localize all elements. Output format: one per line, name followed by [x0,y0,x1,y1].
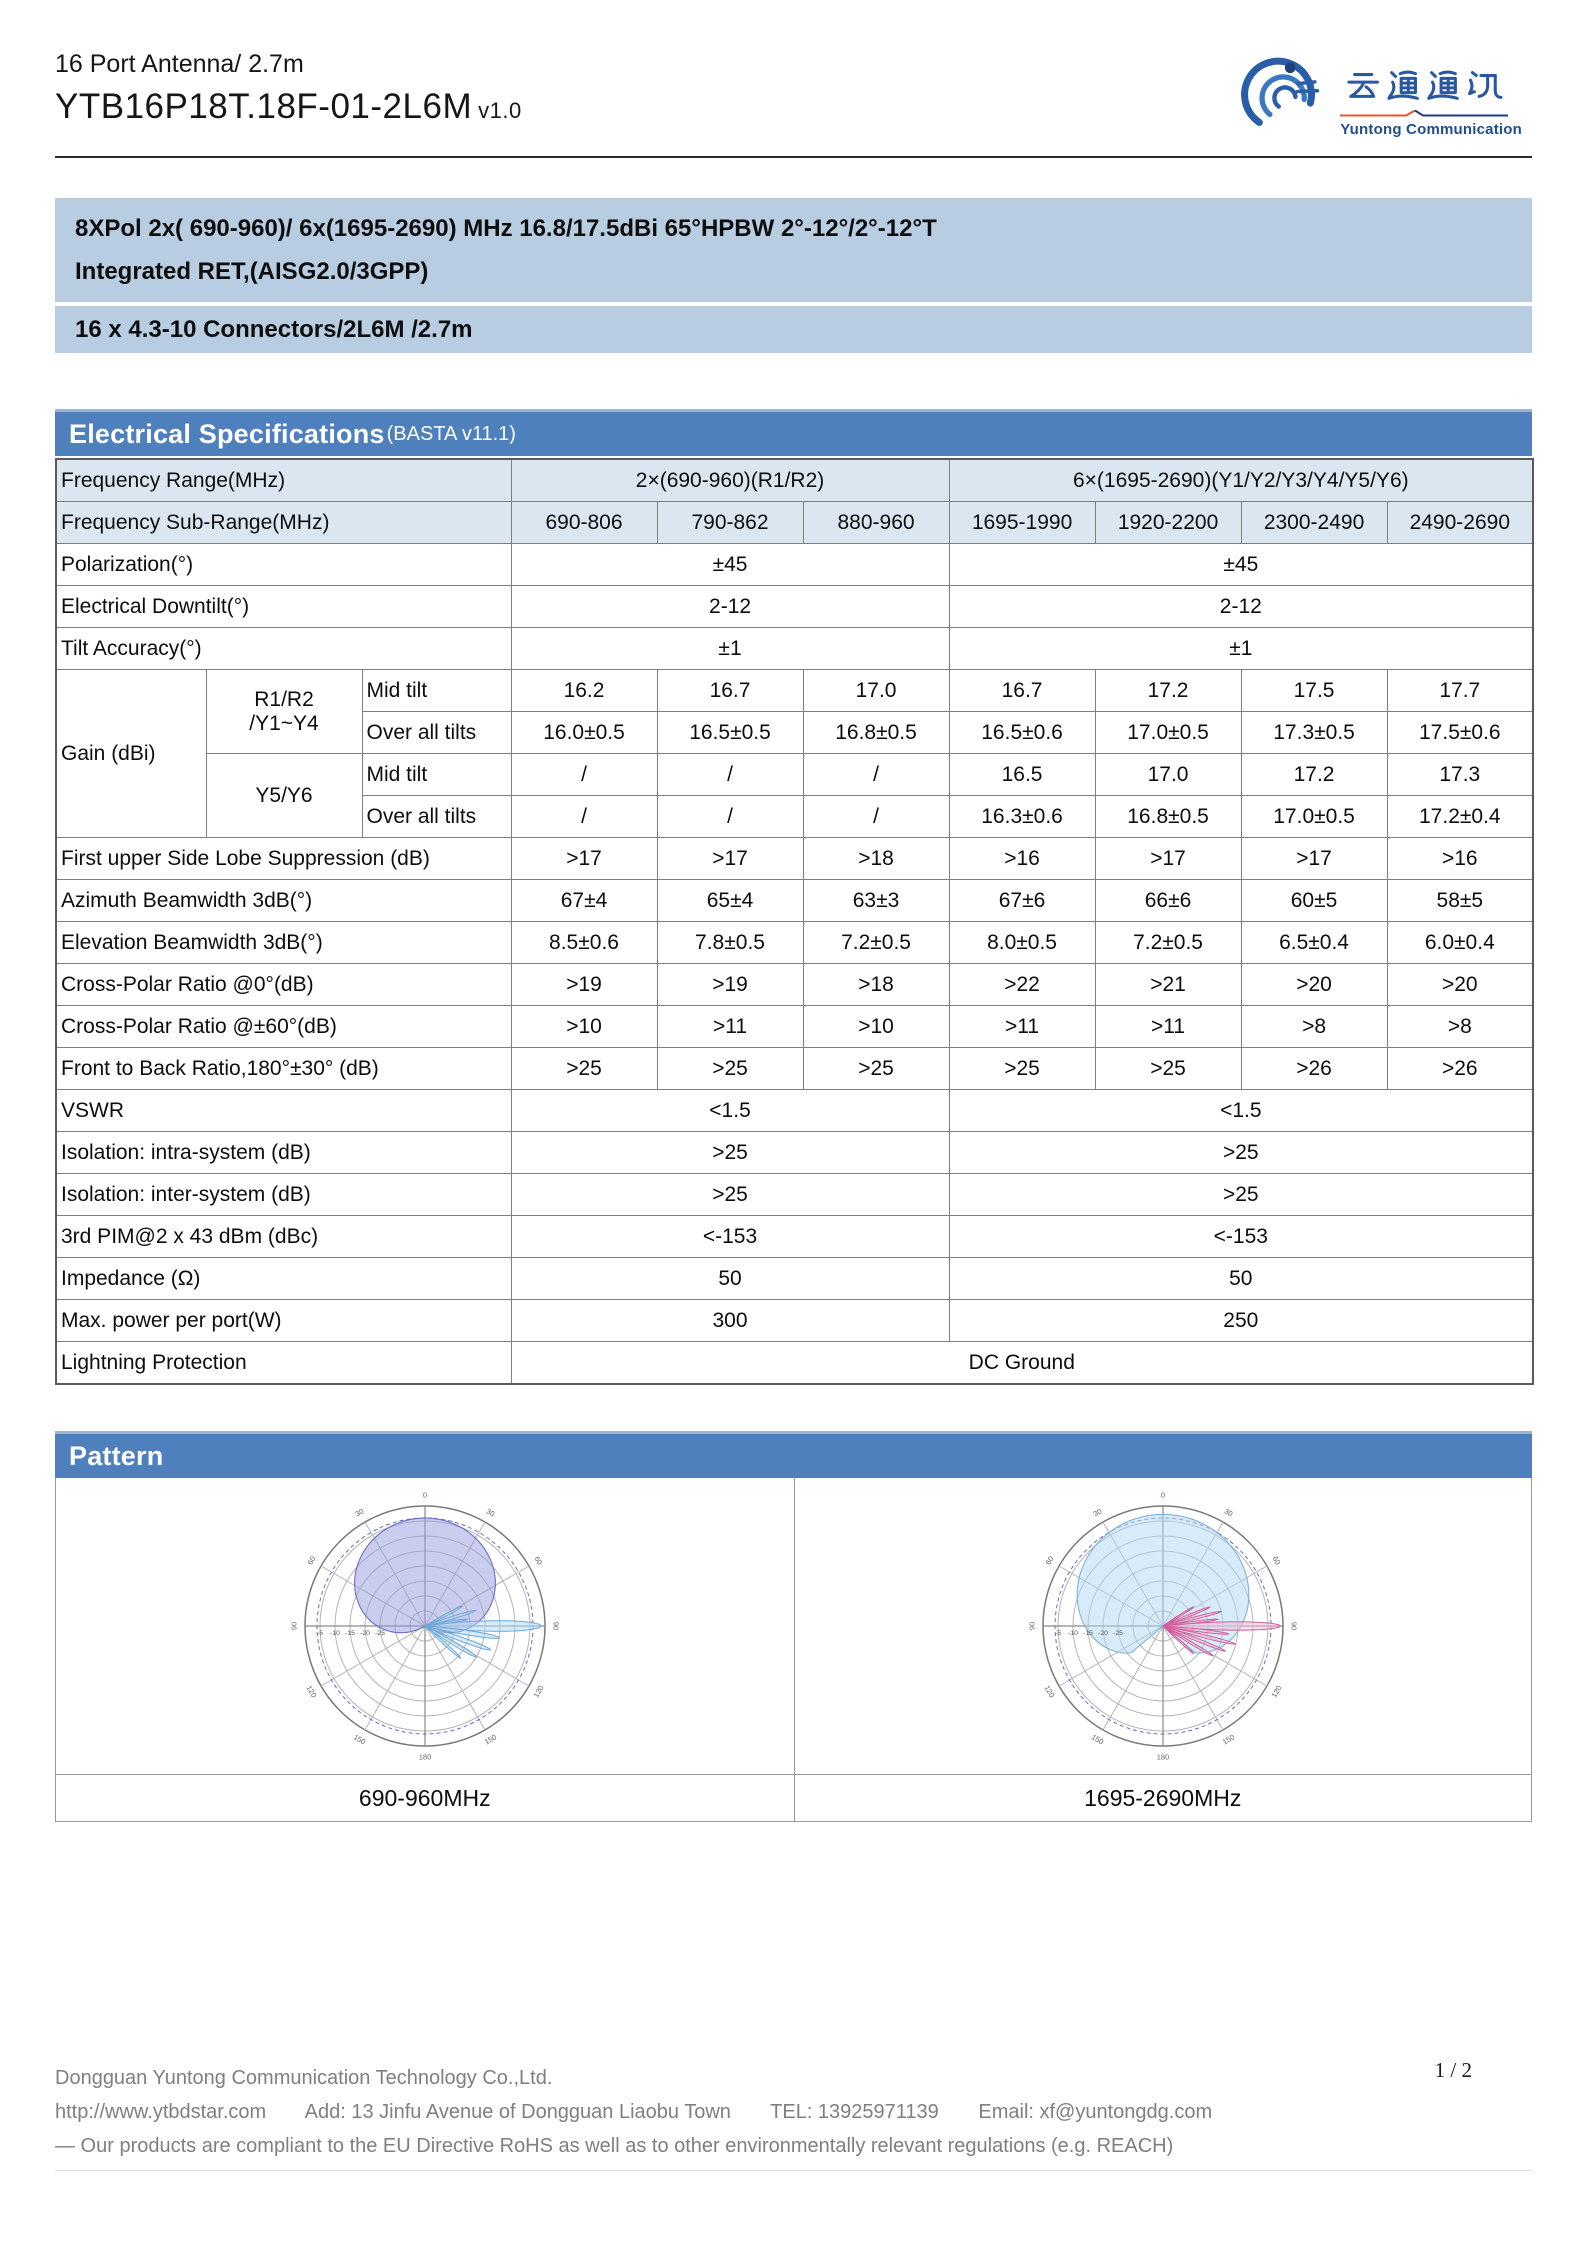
spec-cell: / [511,754,657,796]
page-footer [55,2056,1532,2171]
spec-cell: 16.7 [949,670,1095,712]
spec-cell: / [657,796,803,838]
spec-cell: 7.2±0.5 [1095,922,1241,964]
spec-cell: >17 [1241,838,1387,880]
summary-box-2: 16 x 4.3-10 Connectors/2L6M /2.7m [55,306,1532,353]
logo-text-block [1340,52,1522,138]
spec-cell: 17.5 [1241,670,1387,712]
spec-cell: 65±4 [657,880,803,922]
product-summary [55,198,1532,353]
spec-cell: >22 [949,964,1095,1006]
spec-cell: >26 [1241,1048,1387,1090]
spec-row-label: Max. power per port(W) [56,1300,511,1342]
spec-cell: ±45 [949,544,1533,586]
svg-text:90: 90 [1289,1621,1299,1631]
svg-text:30: 30 [353,1506,366,1519]
spec-cell: >25 [1095,1048,1241,1090]
svg-text:-5: -5 [1054,1630,1061,1637]
spec-cell: 16.2 [511,670,657,712]
version-text: v1.0 [478,98,522,123]
spec-cell: ±1 [511,628,949,670]
summary-line-2: Integrated RET,(AISG2.0/3GPP) [75,258,429,285]
spec-cell: 1695-1990 [949,502,1095,544]
header [55,50,1532,140]
summary-box-1 [55,198,1532,302]
spec-row-label: Elevation Beamwidth 3dB(°) [56,922,511,964]
svg-text:120: 120 [1269,1683,1284,1700]
spec-cell: >26 [1387,1048,1533,1090]
spec-cell: >21 [1095,964,1241,1006]
table-row [56,1300,1533,1342]
spec-cell: 50 [511,1258,949,1300]
spec-cell: 1920-2200 [1095,502,1241,544]
spec-cell: 7.8±0.5 [657,922,803,964]
svg-text:-25: -25 [374,1630,385,1637]
polar-chart-690-960 [264,1482,586,1770]
page-number: 1 / 2 [1434,2058,1472,2082]
spec-cell: >17 [511,838,657,880]
table-row [56,670,1533,712]
svg-text:30: 30 [1222,1506,1235,1519]
spec-cell: >25 [949,1174,1533,1216]
svg-text:150: 150 [482,1732,498,1747]
footer-tel: TEL: 13925971139 [770,2101,939,2123]
gain-group-label: Y5/Y6 [206,754,362,838]
company-logo [1238,52,1522,140]
footer-email: Email: xf@yuntongdg.com [978,2101,1213,2123]
spec-cell: >19 [511,964,657,1006]
spec-cell: / [511,796,657,838]
spec-row-label: Polarization(°) [56,544,511,586]
svg-text:120: 120 [531,1683,546,1700]
spec-cell: 7.2±0.5 [803,922,949,964]
spec-row-label: VSWR [56,1090,511,1132]
table-row [56,544,1533,586]
svg-text:30: 30 [1091,1506,1104,1519]
spec-row-label: Electrical Downtilt(°) [56,586,511,628]
table-row [56,1174,1533,1216]
spec-cell: 60±5 [1241,880,1387,922]
spec-cell: <-153 [949,1216,1533,1258]
svg-text:150: 150 [1089,1732,1105,1747]
spec-cell: 16.8±0.5 [1095,796,1241,838]
svg-text:180: 180 [1156,1752,1170,1762]
svg-text:180: 180 [418,1752,432,1762]
spec-cell: 16.5 [949,754,1095,796]
header-divider [55,156,1532,158]
spec-row-label: Isolation: intra-system (dB) [56,1132,511,1174]
section-subtitle: (BASTA v11.1) [386,422,516,445]
spec-cell: >11 [1095,1006,1241,1048]
spec-cell: / [657,754,803,796]
spec-cell: 17.3±0.5 [1241,712,1387,754]
spec-cell: 8.0±0.5 [949,922,1095,964]
spec-cell: >25 [949,1132,1533,1174]
spec-cell: >18 [803,964,949,1006]
svg-text:90: 90 [551,1621,561,1631]
spec-cell: ±45 [511,544,949,586]
svg-text:-10: -10 [329,1630,340,1637]
electrical-specifications-table [55,458,1534,1385]
spec-cell: >16 [949,838,1095,880]
svg-text:0: 0 [1160,1490,1165,1500]
electrical-specifications-section [55,409,1532,1385]
spec-row-label: Frequency Sub-Range(MHz) [56,502,511,544]
spec-cell: 17.2±0.4 [1387,796,1533,838]
spec-row-label: Frequency Range(MHz) [56,459,511,502]
spec-cell: 250 [949,1300,1533,1342]
spec-row-label: Front to Back Ratio,180°±30° (dB) [56,1048,511,1090]
spec-cell: >8 [1387,1006,1533,1048]
table-row [56,502,1533,544]
logo-swirl-icon [1238,52,1330,140]
summary-line-1: 8XPol 2x( 690-960)/ 6x(1695-2690) MHz 16.8/17.5dBi 65°HPBW 2°-12°/2°-12°T [75,215,937,242]
spec-cell: / [803,796,949,838]
svg-text:60: 60 [1270,1554,1283,1567]
spec-cell: 16.5±0.5 [657,712,803,754]
spec-cell: 17.2 [1095,670,1241,712]
footer-contact [55,2101,1532,2124]
spec-cell: 6.0±0.4 [1387,922,1533,964]
spec-cell: >19 [657,964,803,1006]
spec-cell: >10 [511,1006,657,1048]
table-row [56,838,1533,880]
section-title: Electrical Specifications [69,418,385,449]
logo-underline-accent [1340,109,1508,118]
table-row [56,1048,1533,1090]
pattern-title: Pattern [69,1440,164,1471]
table-row [56,1342,1533,1385]
spec-cell: / [803,754,949,796]
spec-cell: 2-12 [949,586,1533,628]
spec-cell: 6.5±0.4 [1241,922,1387,964]
spec-cell: ±1 [949,628,1533,670]
polar-chart-1695-2690 [1002,1482,1324,1770]
spec-cell: 66±6 [1095,880,1241,922]
svg-text:120: 120 [304,1683,319,1700]
table-row [56,964,1533,1006]
spec-cell: 790-862 [657,502,803,544]
gain-label: Gain (dBi) [56,670,206,838]
svg-text:30: 30 [484,1506,497,1519]
polar-chart-cell-high-band [794,1478,1532,1774]
footer-website: http://www.ytbdstar.com [55,2101,267,2123]
svg-text:60: 60 [1043,1554,1056,1567]
spec-cell: 16.0±0.5 [511,712,657,754]
svg-text:90: 90 [1027,1621,1037,1631]
spec-cell: 63±3 [803,880,949,922]
spec-cell: DC Ground [511,1342,1533,1385]
spec-cell: >25 [949,1048,1095,1090]
spec-row-label: Impedance (Ω) [56,1258,511,1300]
svg-text:120: 120 [1042,1683,1057,1700]
chart-caption-low-band: 690-960MHz [56,1774,794,1821]
svg-text:-15: -15 [1082,1630,1093,1637]
logo-chinese-text [1340,66,1508,104]
spec-cell: <1.5 [511,1090,949,1132]
product-line: 16 Port Antenna/ 2.7m [55,50,304,78]
spec-cell: >25 [657,1048,803,1090]
table-row [56,922,1533,964]
spec-cell: >17 [1095,838,1241,880]
svg-text:150: 150 [351,1732,367,1747]
electrical-specifications-header [55,409,1532,456]
spec-cell: 2×(690-960)(R1/R2) [511,459,949,502]
spec-cell: >17 [657,838,803,880]
spec-cell: >11 [949,1006,1095,1048]
table-row [56,1090,1533,1132]
spec-cell: 2490-2690 [1387,502,1533,544]
spec-cell: 67±4 [511,880,657,922]
table-row [56,459,1533,502]
gain-tilt-label: Over all tilts [362,796,511,838]
table-row [56,754,1533,796]
spec-cell: 300 [511,1300,949,1342]
spec-row-label: Cross-Polar Ratio @0°(dB) [56,964,511,1006]
gain-tilt-label: Mid tilt [362,670,511,712]
spec-cell: 58±5 [1387,880,1533,922]
spec-cell: 17.2 [1241,754,1387,796]
spec-cell: >20 [1387,964,1533,1006]
svg-text:0: 0 [422,1490,427,1500]
spec-row-label: Isolation: inter-system (dB) [56,1174,511,1216]
spec-cell: 16.5±0.6 [949,712,1095,754]
spec-cell: 2-12 [511,586,949,628]
spec-cell: >25 [803,1048,949,1090]
spec-cell: 67±6 [949,880,1095,922]
svg-text:-25: -25 [1112,1630,1123,1637]
spec-cell: >25 [511,1048,657,1090]
table-row [56,586,1533,628]
svg-text:150: 150 [1220,1732,1236,1747]
chart-caption-high-band: 1695-2690MHz [794,1774,1532,1821]
spec-cell: >11 [657,1006,803,1048]
footer-compliance: — Our products are compliant to the EU Directive RoHS as well as to other environmentally relevant regulations (e.g. REACH) [55,2135,1174,2157]
spec-cell: 6×(1695-2690)(Y1/Y2/Y3/Y4/Y5/Y6) [949,459,1533,502]
svg-text:60: 60 [532,1554,545,1567]
spec-cell: 16.8±0.5 [803,712,949,754]
footer-address: Add: 13 Jinfu Avenue of Dongguan Liaobu Town [304,2101,731,2123]
gain-tilt-label: Over all tilts [362,712,511,754]
svg-text:-5: -5 [316,1630,323,1637]
spec-cell: >25 [511,1132,949,1174]
table-row [56,1006,1533,1048]
spec-cell: <-153 [511,1216,949,1258]
spec-cell: 17.3 [1387,754,1533,796]
spec-cell: >10 [803,1006,949,1048]
table-row [56,1216,1533,1258]
table-row [56,1258,1533,1300]
svg-text:90: 90 [289,1621,299,1631]
svg-text:-20: -20 [1097,1630,1108,1637]
spec-cell: 880-960 [803,502,949,544]
svg-text:60: 60 [305,1554,318,1567]
table-row [56,1132,1533,1174]
spec-cell: >8 [1241,1006,1387,1048]
spec-row-label: Azimuth Beamwidth 3dB(°) [56,880,511,922]
spec-cell: 690-806 [511,502,657,544]
model-number [55,87,522,127]
pattern-section [55,1431,1532,1822]
svg-text:-15: -15 [344,1630,355,1637]
spec-row-label: Lightning Protection [56,1342,511,1385]
footer-company: Dongguan Yuntong Communication Technology Co.,Ltd. [55,2067,553,2089]
spec-cell: 17.0±0.5 [1241,796,1387,838]
gain-tilt-label: Mid tilt [362,754,511,796]
pattern-header [55,1431,1532,1478]
spec-cell: >16 [1387,838,1533,880]
spec-cell: 50 [949,1258,1533,1300]
table-row [56,628,1533,670]
svg-text:-10: -10 [1067,1630,1078,1637]
spec-cell: >20 [1241,964,1387,1006]
table-row [56,880,1533,922]
pattern-charts [55,1478,1532,1822]
spec-cell: 17.0 [803,670,949,712]
spec-cell: 16.3±0.6 [949,796,1095,838]
polar-chart-cell-low-band [56,1478,794,1774]
spec-cell: 17.5±0.6 [1387,712,1533,754]
spec-cell: 2300-2490 [1241,502,1387,544]
spec-cell: 8.5±0.6 [511,922,657,964]
spec-row-label: Tilt Accuracy(°) [56,628,511,670]
spec-cell: 16.7 [657,670,803,712]
spec-cell: 17.0±0.5 [1095,712,1241,754]
svg-text:-20: -20 [359,1630,370,1637]
spec-cell: >18 [803,838,949,880]
spec-row-label: First upper Side Lobe Suppression (dB) [56,838,511,880]
title-block [55,50,522,127]
gain-group-label: R1/R2 /Y1~Y4 [206,670,362,754]
spec-cell: 17.7 [1387,670,1533,712]
model-text: YTB16P18T.18F-01-2L6M [55,87,473,126]
spec-cell: >25 [511,1174,949,1216]
spec-cell: 17.0 [1095,754,1241,796]
logo-english-text: Yuntong Communication [1340,121,1522,138]
spec-row-label: 3rd PIM@2 x 43 dBm (dBc) [56,1216,511,1258]
spec-row-label: Cross-Polar Ratio @±60°(dB) [56,1006,511,1048]
spec-cell: <1.5 [949,1090,1533,1132]
